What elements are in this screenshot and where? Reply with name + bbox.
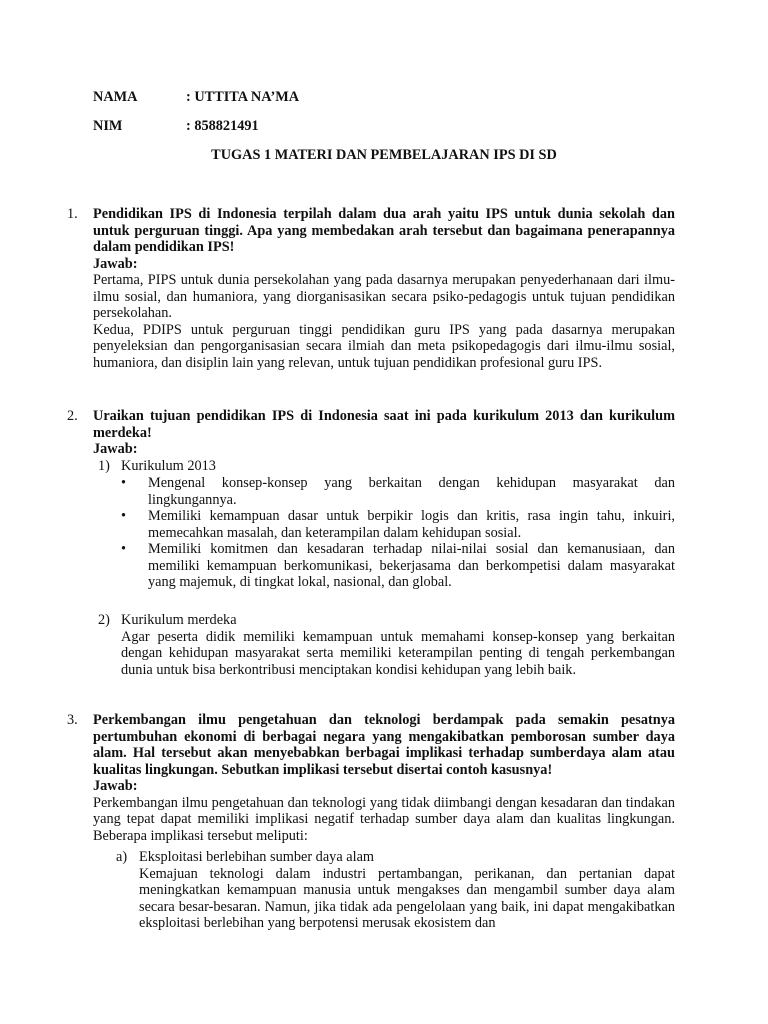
q1-answer-paragraph-1: Pertama, PIPS untuk dunia persekolahan yang pada dasarnya merupakan penyederhanaan dari ilmu-ilmu sosial, dan humaniora, yang diorganisasikan secara psiko-pedagogis untuk tujuan pendidikan persekolahan. (93, 272, 675, 321)
q1-number: 1. (67, 206, 78, 222)
a-block (139, 849, 675, 932)
nim-label: NIM (93, 118, 123, 134)
document-title: TUGAS 1 MATERI DAN PEMBELAJARAN IPS DI SD (211, 147, 557, 163)
a-title: Eksploitasi berlebihan sumber daya alam (139, 849, 375, 865)
nama-value: : UTTITA NA’MA (186, 89, 300, 105)
bullet-icon: • (121, 541, 127, 557)
a-text: Kemajuan teknologi dalam industri pertambangan, perikanan, dan pertanian dapat meningkatkan kemampuan manusia untuk mengakses dan mengambil sumber daya alam secara besar-besaran. Namun, jika tidak ada pengelolaan yang baik, ini dapat mengakibatkan eksploitasi berlebihan yang berpotensi merusak ekosistem dan (139, 865, 675, 931)
nim-value: : 858821491 (186, 118, 259, 134)
q1-block (93, 206, 675, 371)
list-item: • Memiliki kemampuan dasar untuk berpikir logis dan kritis, rasa ingin tahu, inkuiri, memecahkan masalah, dan keterampilan dalam kehidupan sosial. (121, 508, 675, 541)
k2-number: 2) (98, 612, 110, 628)
k2013-bullet-list (121, 475, 675, 591)
list-item: • Mengenal konsep-konsep yang berkaitan dengan kehidupan masyarakat dan lingkungannya. (121, 475, 675, 508)
k2-text: Agar peserta didik memiliki kemampuan untuk memahami konsep-konsep yang berkaitan dengan kehidupan masyarakat serta memiliki keterampilan penting di tengah perkembangan dunia untuk bisa berkontribusi menciptakan kondisi kehidupan yang lebih baik. (121, 628, 675, 678)
q2-jawab: Jawab: (93, 441, 138, 457)
q3-jawab: Jawab: (93, 778, 138, 794)
q3-question: Perkembangan ilmu pengetahuan dan teknologi berdampak pada semakin pesatnya pertumbuhan ekonomi di berbagai negara yang mengakibatkan pemborosan sumber daya alam. Hal tersebut akan menyebabkan berbagai implikasi terhadap sumberdaya alam atau kualitas lingkungan. Sebutkan implikasi tersebut disertai contoh kasusnya! (93, 712, 675, 778)
q2-block (93, 408, 675, 458)
q1-question: Pendidikan IPS di Indonesia terpilah dalam dua arah yaitu IPS untuk dunia sekolah dan untuk perguruan tinggi. Apa yang membedakan arah tersebut dan bagaimana penerapannya dalam pendidikan IPS! (93, 206, 675, 255)
list-item: • Memiliki komitmen dan kesadaran terhadap nilai-nilai sosial dan kemanusiaan, dan memiliki kemampuan berkomunikasi, bekerjasama dan berkompetisi dalam masyarakat yang majemuk, di tingkat lokal, nasional, dan global. (121, 541, 675, 590)
q1-answer-paragraph-2: Kedua, PDIPS untuk perguruan tinggi pendidikan guru IPS yang pada dasarnya merupakan penyeleksian dan pengorganisasian secara ilmiah dan meta psikopedagogis dari ilmu-ilmu sosial, humaniora, dan disiplin lain yang relevan, untuk tujuan pendidikan profesional guru IPS. (93, 321, 675, 371)
a-number: a) (116, 849, 128, 865)
k1-number: 1) (98, 458, 110, 474)
q3-number: 3. (67, 712, 78, 728)
bullet-icon: • (121, 475, 127, 491)
bullet-icon: • (121, 508, 127, 524)
k2-block (121, 612, 675, 678)
k1-title: Kurikulum 2013 (121, 458, 216, 474)
q1-jawab: Jawab: (93, 255, 138, 272)
k2-title: Kurikulum merdeka (121, 612, 237, 628)
q3-answer-paragraph-1: Perkembangan ilmu pengetahuan dan teknologi yang tidak diimbangi dengan kesadaran dan tindakan yang tepat dapat memiliki implikasi negatif terhadap sumber daya alam dan kualitas lingkungan. Beberapa implikasi tersebut meliputi: (93, 794, 675, 844)
nama-label: NAMA (93, 89, 138, 105)
q3-block (93, 712, 675, 844)
q2-question: Uraikan tujuan pendidikan IPS di Indonesia saat ini pada kurikulum 2013 dan kurikulum merdeka! (93, 408, 675, 441)
q2-number: 2. (67, 408, 78, 424)
